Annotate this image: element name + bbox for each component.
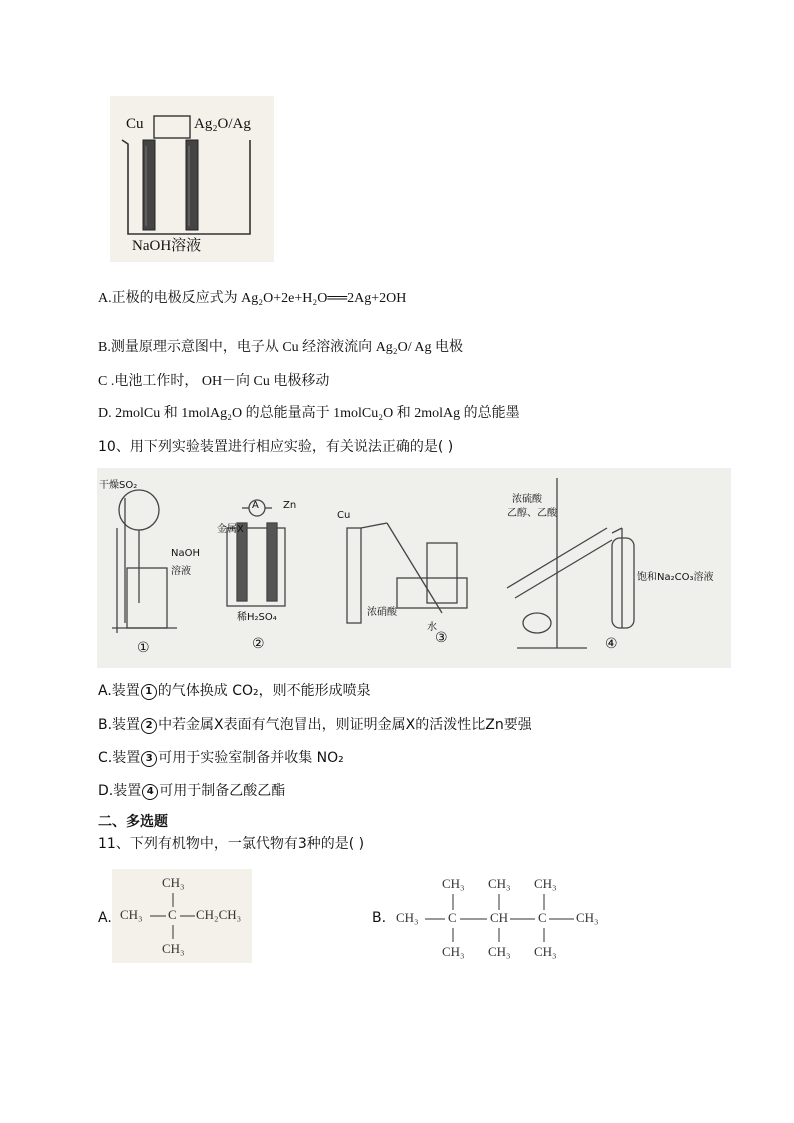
q10-a-pre: A.装置 bbox=[98, 683, 140, 699]
app2-label-x: 金属X bbox=[217, 524, 244, 535]
q10-c-pre: C.装置 bbox=[98, 750, 141, 766]
app4-label-h2so4: 浓硫酸 bbox=[512, 494, 542, 505]
q9-option-b bbox=[98, 338, 463, 358]
q9-b-prefix: B.测量原理示意图中，电子从 Cu 经溶液流向 bbox=[98, 340, 376, 355]
app3-label-hno3: 浓硝酸 bbox=[367, 607, 397, 618]
q9-a-prefix: A.正极的电极反应式为 bbox=[98, 291, 242, 306]
q11-option-a-label: A. bbox=[98, 910, 112, 926]
struct-b-bottom-1: CH₃ bbox=[442, 944, 465, 959]
struct-a-left: CH₃ bbox=[120, 907, 143, 922]
app4-label-reagents: 乙醇、乙酸 bbox=[507, 508, 557, 519]
q9-a-formula: Ag₂O+2e+H₂O══2Ag+2OH bbox=[241, 291, 407, 306]
app1-label-naoh: NaOH bbox=[171, 548, 200, 559]
app3-label-cu: Cu bbox=[337, 510, 351, 521]
section-title: 二、多选题 bbox=[98, 814, 168, 830]
q10-option-b bbox=[98, 715, 532, 735]
q11-structure-a bbox=[112, 869, 252, 963]
app2-label-zn: Zn bbox=[283, 500, 297, 511]
app-number-2: ② bbox=[252, 636, 265, 652]
struct-b-top-3: CH₃ bbox=[534, 876, 557, 891]
circled-number-3: 3 bbox=[141, 751, 157, 767]
q10-b-pre: B.装置 bbox=[98, 717, 141, 733]
q10-option-c bbox=[98, 748, 344, 768]
q11-option-b-label: B. bbox=[372, 910, 387, 926]
apparatus-diagram bbox=[97, 468, 731, 668]
q10-c-post: 可用于实验室制备并收集 NO₂ bbox=[158, 750, 344, 766]
app-number-1: ① bbox=[137, 640, 150, 656]
struct-b-bonds bbox=[392, 870, 612, 966]
struct-a-bottom: CH₃ bbox=[162, 941, 185, 956]
struct-b-left: CH₃ bbox=[396, 910, 419, 925]
struct-b-right: CH₃ bbox=[576, 910, 599, 925]
cu-label: Cu bbox=[126, 116, 144, 132]
struct-a-top: CH₃ bbox=[162, 875, 185, 890]
circled-number-4: 4 bbox=[142, 784, 158, 800]
app1-label-so2: 干燥SO₂ bbox=[99, 480, 138, 491]
q11-structure-b bbox=[392, 870, 612, 966]
app1-label-solution: 溶液 bbox=[171, 566, 191, 577]
app-number-4: ④ bbox=[605, 636, 618, 652]
ag2o-label: Ag₂O/Ag bbox=[194, 116, 251, 132]
q9-option-a bbox=[98, 289, 406, 309]
app3-label-water: 水 bbox=[427, 622, 437, 633]
struct-b-c1: C bbox=[448, 910, 457, 925]
q9-option-d: D. 2molCu 和 1molAg₂O 的总能量高于 1molCu₂O 和 2molAg 的总能墨 bbox=[98, 406, 520, 421]
q9-b-formula: Ag₂O/ Ag bbox=[375, 340, 432, 355]
struct-a-right: CH₂CH₃ bbox=[196, 907, 242, 922]
circled-number-1: 1 bbox=[141, 684, 157, 700]
q9-b-suffix: 电极 bbox=[431, 340, 464, 355]
q10-option-d bbox=[98, 781, 285, 801]
struct-a-bonds bbox=[112, 869, 252, 963]
circled-number-2: 2 bbox=[141, 718, 157, 734]
q10-apparatus-figure bbox=[97, 468, 731, 668]
app2-label-acid: 稀H₂SO₄ bbox=[237, 612, 277, 623]
app4-label-na2co3: 饱和Na₂CO₃溶液 bbox=[637, 572, 714, 583]
q9-option-c: C .电池工作时， OH－向 Cu 电极移动 bbox=[98, 374, 330, 389]
q11-stem: 11、下列有机物中，一氯代物有3种的是( ) bbox=[98, 836, 365, 852]
q10-b-post: 中若金属X表面有气泡冒出，则证明金属X的活泼性比Zn要强 bbox=[158, 717, 532, 733]
battery-figure bbox=[110, 96, 274, 262]
naoh-label: NaOH溶液 bbox=[132, 238, 202, 254]
struct-b-top-1: CH₃ bbox=[442, 876, 465, 891]
app2-label-a: A bbox=[252, 500, 259, 511]
app-number-3: ③ bbox=[435, 630, 448, 646]
q10-d-post: 可用于制备乙酸乙酯 bbox=[159, 783, 286, 799]
struct-b-top-2: CH₃ bbox=[488, 876, 511, 891]
q10-d-pre: D.装置 bbox=[98, 783, 142, 799]
struct-b-c3: C bbox=[538, 910, 547, 925]
q10-option-a bbox=[98, 681, 371, 701]
q10-stem: 10、用下列实验装置进行相应实验，有关说法正确的是( ) bbox=[98, 439, 454, 455]
struct-a-c: C bbox=[168, 907, 177, 922]
struct-b-bottom-2: CH₃ bbox=[488, 944, 511, 959]
struct-b-c2: CH bbox=[490, 910, 509, 925]
q10-a-post: 的气体换成 CO₂，则不能形成喷泉 bbox=[157, 683, 371, 699]
struct-b-bottom-3: CH₃ bbox=[534, 944, 557, 959]
